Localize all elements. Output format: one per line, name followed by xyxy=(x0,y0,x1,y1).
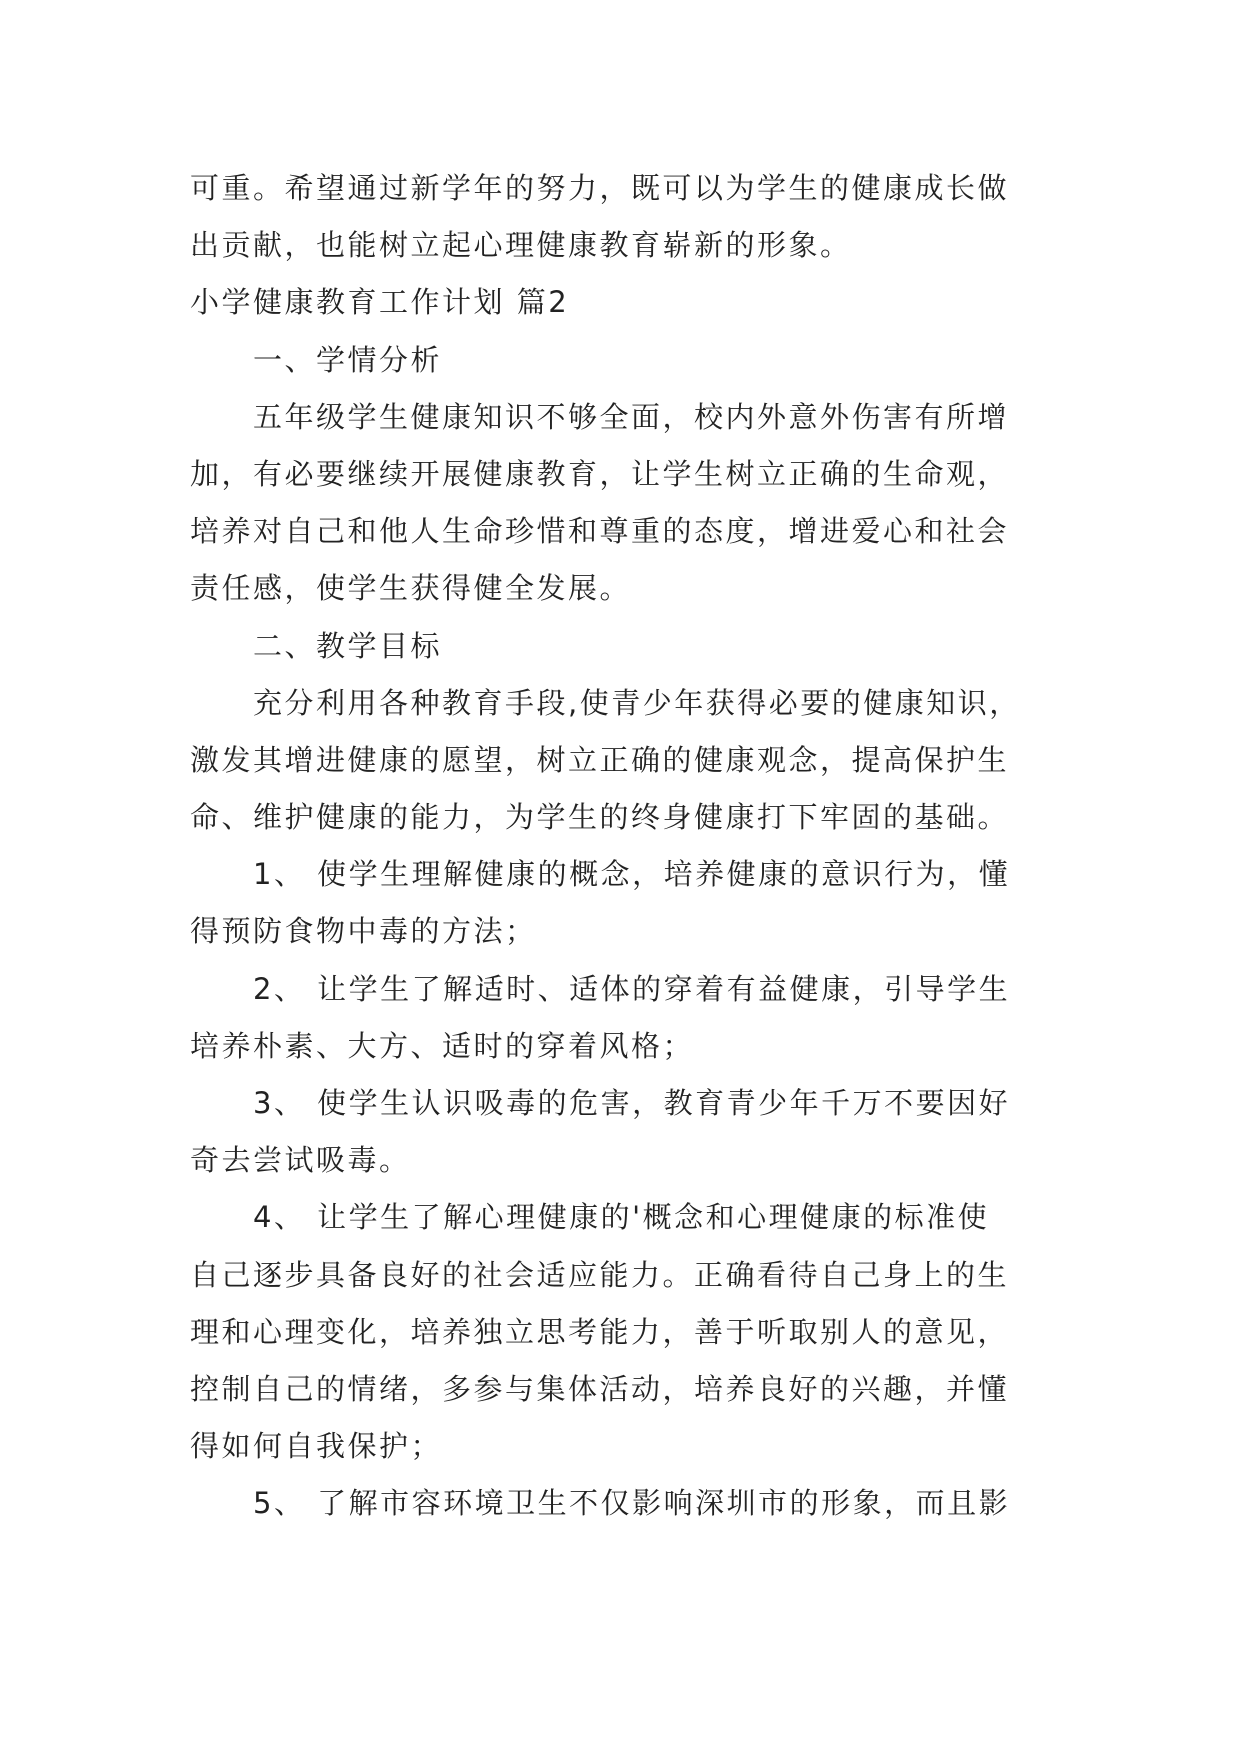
text-line: 自己逐步具备良好的社会适应能力。正确看待自己身上的生 xyxy=(190,1257,1010,1292)
text-line: 培养朴素、大方、适时的穿着风格； xyxy=(190,1028,695,1063)
text-line: 2、 让学生了解适时、适体的穿着有益健康，引导学生 xyxy=(253,971,1011,1006)
text-line: 3、 使学生认识吸毒的危害，教育青少年千万不要因好 xyxy=(253,1086,1011,1120)
text-line: 命、维护健康的能力，为学生的终身健康打下牢固的基础。 xyxy=(190,800,1010,835)
text-line: 得如何自我保护； xyxy=(190,1429,443,1464)
text-line: 4、 让学生了解心理健康的'概念和心理健康的标准使 xyxy=(253,1200,990,1235)
text-line: 理和心理变化，培养独立思考能力，善于听取别人的意见， xyxy=(190,1314,1010,1349)
text-line: 5、 了解市容环境卫生不仅影响深圳市的形象，而且影 xyxy=(253,1486,1011,1521)
text-line: 小学健康教育工作计划 篇2 xyxy=(190,285,570,320)
document-body xyxy=(190,160,1060,1533)
text-line: 1、 使学生理解健康的概念，培养健康的意识行为，懂 xyxy=(253,857,1011,892)
text-line: 责任感，使学生获得健全发展。 xyxy=(190,571,632,606)
text-line: 出贡献，也能树立起心理健康教育崭新的形象。 xyxy=(190,228,852,263)
text-line: 奇去尝试吸毒。 xyxy=(190,1143,411,1178)
text-line: 激发其增进健康的愿望，树立正确的健康观念，提高保护生 xyxy=(190,742,1010,777)
text-line: 一、学情分析 xyxy=(253,342,443,377)
text-line: 控制自己的情绪，多参与集体活动，培养良好的兴趣，并懂 xyxy=(190,1371,1010,1406)
text-line: 五年级学生健康知识不够全面，校内外意外伤害有所增 xyxy=(253,399,1010,434)
text-line: 充分利用各种教育手段,使青少年获得必要的健康知识， xyxy=(253,685,1021,720)
text-line: 二、教学目标 xyxy=(253,628,443,663)
text-line: 可重。希望通过新学年的努力，既可以为学生的健康成长做 xyxy=(190,171,1010,205)
text-line: 培养对自己和他人生命珍惜和尊重的态度，增进爱心和社会 xyxy=(190,514,1010,549)
text-line: 得预防食物中毒的方法； xyxy=(190,914,537,949)
text-line: 加，有必要继续开展健康教育，让学生树立正确的生命观， xyxy=(190,456,1010,491)
